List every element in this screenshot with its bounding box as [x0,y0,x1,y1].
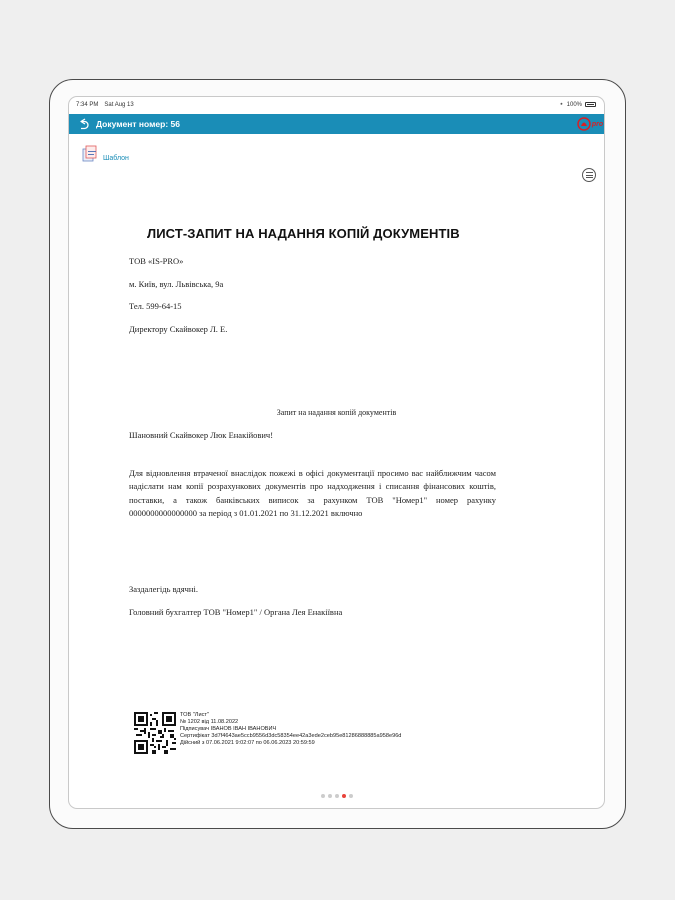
status-time: 7:34 PM [76,101,99,108]
e-signature-signer: Підписувач ІВАНОВ ІВАН ІВАНОВИЧ [180,726,277,732]
page-dot[interactable] [321,794,325,798]
page-dot[interactable] [335,794,339,798]
brand-logo [568,113,604,135]
document-number-title: Документ номер: 56 [96,119,180,129]
e-signature-validity: Дійсний з 07.06.2021 9:02:07 по 06.06.2023 20:59:59 [180,740,315,746]
battery-percent: 100% [566,101,582,108]
letter-signature: Головний бухгалтер ТОВ "Номер1" / Органа Лея Енакіївна [129,607,343,617]
wifi-icon: ⋆ [559,101,564,108]
page-dot[interactable] [349,794,353,798]
brand-logo-text: pro [591,120,604,128]
battery-icon [585,102,596,107]
brand-flame-icon [577,117,591,131]
org-address: м. Київ, вул. Львівська, 9а [129,279,224,289]
document-logo [80,144,129,164]
page-dot-active[interactable] [342,794,346,798]
org-phone: Тел. 599-64-15 [129,301,182,311]
letter-subject: Запит на надання копій документів [276,408,397,417]
logo-label: Шаблон [103,155,129,162]
nav-bar [69,114,604,134]
letter-greeting: Шановний Скайвокер Люк Енакійович! [129,430,274,440]
letter-body: Для відновлення втраченої внаслідок пожежі в офісі документації просимо вас найближчим часом надіслати нам копії розрахункових документів про надходження і списання фінансових коштів, поставки, а також банківських виписок за рахунком ТОВ "Номер1" номер рахунку 0000000000000000 за період з 01.01.2021 по 31.12.2021 включно [129,468,496,519]
page-dot[interactable] [328,794,332,798]
status-bar [69,97,604,112]
document-title: ЛИСТ-ЗАПИТ НА НАДАННЯ КОПІЙ ДОКУМЕНТІВ [147,226,460,241]
page-indicator [69,794,604,798]
letter-thanks: Заздалегідь вдячні. [129,584,198,594]
document-stack-icon [80,144,100,164]
recipient-director: Директору Скайвокер Л. Е. [129,324,228,334]
org-name: ТОВ «IS-PRO» [129,256,184,266]
qr-code [134,712,176,754]
e-signature-number: № 1202 від 11.08.2022 [180,719,239,725]
back-icon[interactable] [75,116,91,132]
status-date: Sat Aug 13 [104,101,134,108]
e-signature-certificate: Сертифікат 3d7f4643ae5ccb9556d3dc58354ee42a3ede2ceb95e81286888885a958e96d [180,733,402,739]
more-menu-button[interactable] [582,168,596,182]
e-signature-block [180,712,401,747]
screen [69,97,604,808]
e-signature-org: ТОВ "Лист" [180,712,209,718]
